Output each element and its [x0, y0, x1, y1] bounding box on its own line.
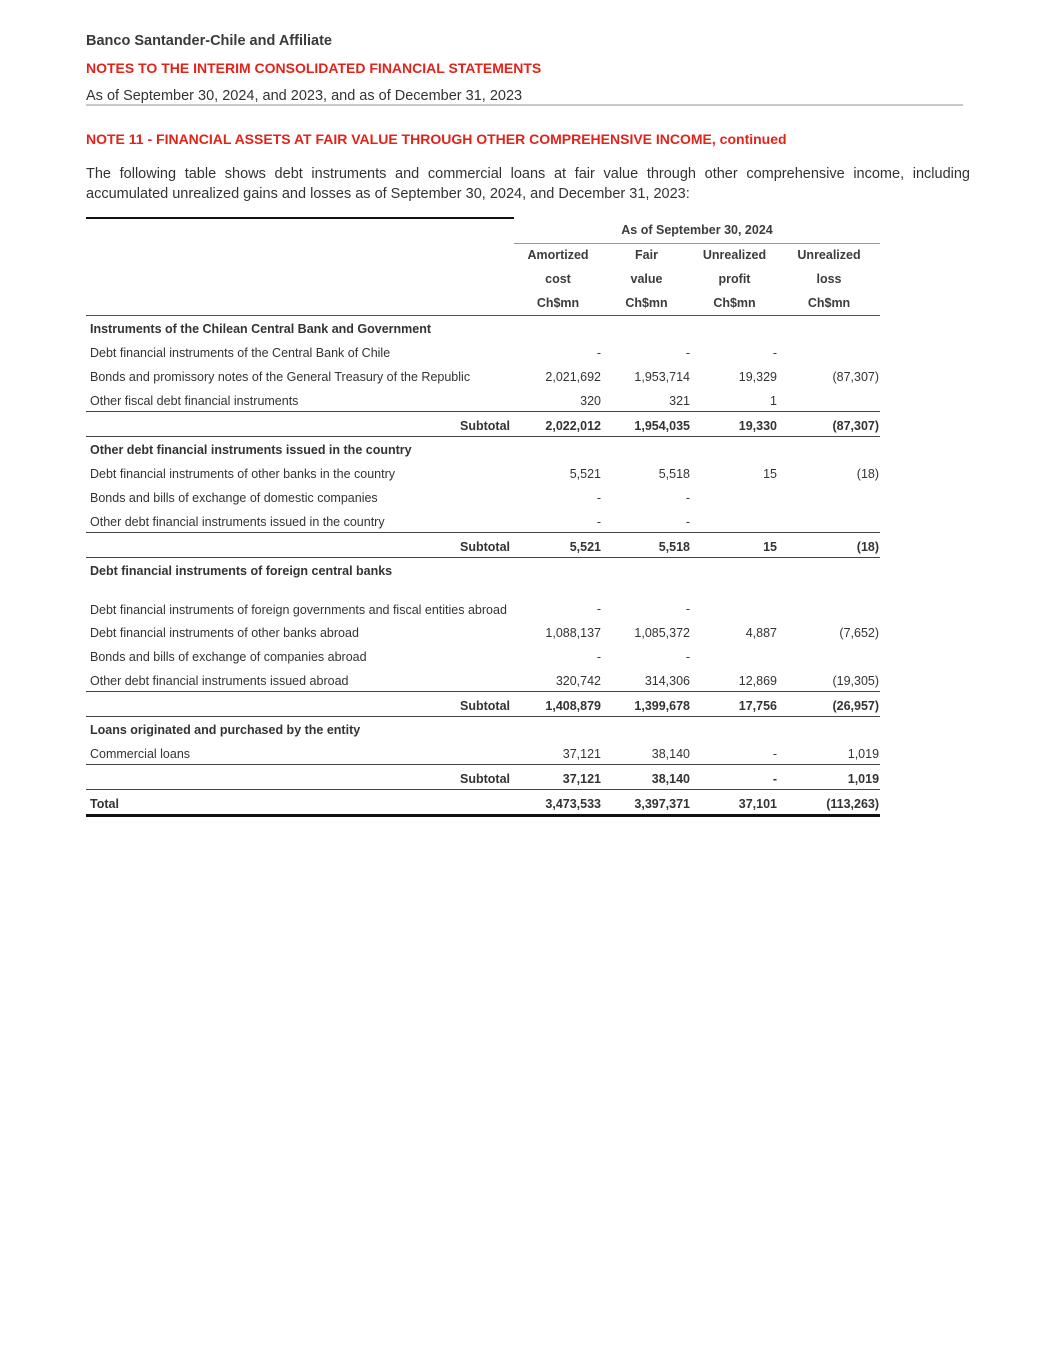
header-blank [86, 267, 514, 291]
section-label: Loans originated and purchased by the entity [90, 723, 361, 737]
unrealized-profit-cell [691, 643, 778, 667]
item-label: Commercial loans [90, 747, 191, 761]
subtotal-label: Subtotal [86, 533, 514, 558]
unrealized-loss-cell: 1,019 [847, 747, 880, 761]
subtotal-row [86, 412, 880, 437]
amortized-cost-cell: 2,021,692 [545, 370, 601, 384]
amortized-cost-cell: - [596, 515, 601, 529]
amortized-cost-cell: 320 [580, 394, 601, 408]
unrealized-profit-cell: 19,329 [738, 370, 777, 384]
subtotal-row [86, 765, 880, 790]
table-row [86, 363, 880, 387]
amortized-cost-cell: 37,121 [562, 747, 601, 761]
table-period-row [86, 218, 880, 243]
total-row [86, 790, 880, 816]
table-row [86, 484, 880, 508]
unrealized-profit-cell: - [691, 765, 778, 790]
col-header-loss-1: Unrealized [797, 248, 861, 263]
fair-value-cell: 314,306 [644, 674, 690, 688]
unrealized-profit-cell [691, 508, 778, 533]
unrealized-profit-cell: 12,869 [738, 674, 777, 688]
col-header-fair-1: Fair [635, 248, 658, 263]
unrealized-loss-cell: 1,019 [778, 765, 880, 790]
col-header-fair-2: value [630, 272, 663, 286]
amortized-cost-cell: - [596, 650, 601, 664]
section-label: Other debt financial instruments issued in the country [90, 443, 412, 457]
col-header-loss-2: loss [816, 272, 842, 286]
col-header-profit-1: Unrealized [702, 248, 767, 263]
fair-value-cell: 3,397,371 [602, 790, 691, 816]
unrealized-profit-cell: 4,887 [745, 626, 777, 640]
fair-value-cell: - [685, 346, 690, 360]
unrealized-loss-cell [778, 643, 880, 667]
table-row [86, 619, 880, 643]
fair-value-cell: 38,140 [651, 747, 690, 761]
section-header-row [86, 316, 880, 340]
amortized-cost-cell: 5,521 [569, 467, 601, 481]
unrealized-profit-cell [691, 484, 778, 508]
item-label: Other debt financial instruments issued in the country [90, 515, 385, 529]
col-header-amortized-unit: Ch$mn [514, 291, 602, 316]
unrealized-loss-cell: (26,957) [778, 692, 880, 717]
col-header-profit-2: profit [718, 272, 751, 286]
item-label: Debt financial instruments of other banks in the country [90, 467, 396, 481]
subtotal-label: Subtotal [86, 412, 514, 437]
fair-value-cell: 5,518 [602, 533, 691, 558]
fair-value-cell: - [685, 515, 690, 529]
amortized-cost-cell: 1,408,879 [514, 692, 602, 717]
fair-value-cell: 38,140 [602, 765, 691, 790]
unrealized-loss-cell [778, 581, 880, 619]
unrealized-loss-cell [778, 484, 880, 508]
notes-title: NOTES TO THE INTERIM CONSOLIDATED FINANCIAL STATEMENTS [86, 60, 542, 76]
period-header: As of September 30, 2024 [514, 218, 880, 243]
unrealized-profit-cell: 15 [763, 467, 777, 481]
subtotal-label: Subtotal [86, 692, 514, 717]
col-header-amortized-1: Amortized [527, 248, 589, 263]
table-row [86, 508, 880, 533]
amortized-cost-cell: 3,473,533 [514, 790, 602, 816]
column-header-row-2 [86, 267, 880, 291]
table-row [86, 581, 880, 619]
table-row [86, 387, 880, 412]
amortized-cost-cell: 37,121 [514, 765, 602, 790]
section-header-row [86, 717, 880, 741]
col-header-loss-unit: Ch$mn [778, 291, 880, 316]
fair-value-cell: - [685, 602, 690, 616]
item-label: Other debt financial instruments issued abroad [90, 674, 349, 688]
item-label: Debt financial instruments of foreign governments and fiscal entities abroad [90, 603, 507, 617]
item-label: Bonds and bills of exchange of companies abroad [90, 650, 367, 664]
fair-value-cell: - [685, 491, 690, 505]
unrealized-loss-cell [778, 339, 880, 363]
amortized-cost-cell: 320,742 [555, 674, 601, 688]
section-label: Instruments of the Chilean Central Bank and Government [90, 322, 432, 336]
amortized-cost-cell: 2,022,012 [514, 412, 602, 437]
amortized-cost-cell: 5,521 [514, 533, 602, 558]
unrealized-profit-cell: 37,101 [691, 790, 778, 816]
unrealized-profit-cell [691, 581, 778, 619]
item-label: Bonds and bills of exchange of domestic companies [90, 491, 378, 505]
unrealized-loss-cell [778, 508, 880, 533]
note-title: NOTE 11 - FINANCIAL ASSETS AT FAIR VALUE THROUGH OTHER COMPREHENSIVE INCOME, continued [86, 131, 787, 147]
item-label: Debt financial instruments of the Central Bank of Chile [90, 346, 391, 360]
unrealized-loss-cell: (113,263) [778, 790, 880, 816]
unrealized-loss-cell: (87,307) [832, 370, 880, 384]
unrealized-loss-cell: (18) [856, 467, 880, 481]
fair-value-cell: 321 [669, 394, 690, 408]
header-blank [86, 243, 514, 267]
amortized-cost-cell: - [596, 602, 601, 616]
section-header-row [86, 558, 880, 582]
unrealized-profit-cell: 1 [770, 394, 777, 408]
unrealized-loss-cell: (18) [778, 533, 880, 558]
unrealized-profit-cell: 19,330 [691, 412, 778, 437]
fair-value-cell: 1,399,678 [602, 692, 691, 717]
item-label: Debt financial instruments of other banks abroad [90, 626, 359, 640]
unrealized-loss-cell: (87,307) [778, 412, 880, 437]
header-blank [86, 291, 514, 316]
date-line: As of September 30, 2024, and 2023, and as of December 31, 2023 [86, 88, 523, 104]
subtotal-row [86, 533, 880, 558]
table-body [86, 316, 880, 816]
total-label: Total [86, 790, 514, 816]
unrealized-profit-cell: 17,756 [691, 692, 778, 717]
section-header-row [86, 437, 880, 461]
table-row [86, 740, 880, 765]
fair-value-cell: 1,954,035 [602, 412, 691, 437]
header-divider [86, 104, 963, 106]
fair-value-cell: 5,518 [658, 467, 690, 481]
amortized-cost-cell: - [596, 346, 601, 360]
company-name: Banco Santander-Chile and Affiliate [86, 33, 332, 49]
item-label: Other fiscal debt financial instruments [90, 394, 299, 408]
table-row [86, 643, 880, 667]
unrealized-loss-cell [778, 387, 880, 412]
table-row [86, 460, 880, 484]
intro-paragraph: The following table shows debt instruments and commercial loans at fair value through other comprehensive income, including accumulated unrealized gains and losses as of September 30, 2024, and December 31, 2023: [86, 166, 970, 202]
subtotal-label: Subtotal [86, 765, 514, 790]
header-blank [86, 218, 514, 243]
fair-value-table [86, 217, 880, 817]
fair-value-cell: 1,085,372 [634, 626, 690, 640]
col-header-fair-unit: Ch$mn [602, 291, 691, 316]
fair-value-cell: 1,953,714 [634, 370, 690, 384]
unrealized-profit-cell: - [772, 747, 777, 761]
column-header-row-3 [86, 291, 880, 316]
col-header-amortized-2: cost [545, 272, 571, 286]
unrealized-profit-cell: - [772, 346, 777, 360]
section-label: Debt financial instruments of foreign central banks [90, 564, 393, 578]
fair-value-cell: - [685, 650, 690, 664]
column-header-row-1 [86, 243, 880, 267]
subtotal-row [86, 692, 880, 717]
unrealized-loss-cell: (19,305) [832, 674, 880, 688]
table-row [86, 667, 880, 692]
unrealized-profit-cell: 15 [691, 533, 778, 558]
document-page [86, 28, 970, 811]
amortized-cost-cell: 1,088,137 [545, 626, 601, 640]
item-label: Bonds and promissory notes of the General Treasury of the Republic [90, 370, 471, 384]
col-header-profit-unit: Ch$mn [691, 291, 778, 316]
unrealized-loss-cell: (7,652) [839, 626, 880, 640]
table-row [86, 339, 880, 363]
amortized-cost-cell: - [596, 491, 601, 505]
